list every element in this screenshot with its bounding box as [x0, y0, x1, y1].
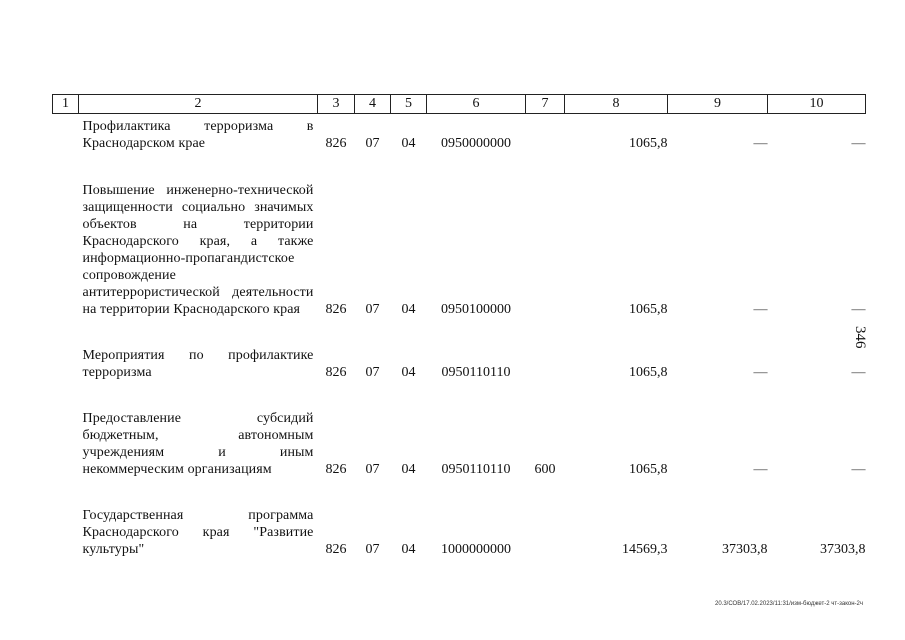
cell-amount-col8: 1065,8: [629, 136, 668, 151]
column-number-header-row: [53, 95, 866, 114]
cell-subsection: 04: [401, 462, 416, 477]
cell-amount-col8: 1065,8: [629, 365, 668, 380]
table-row: [53, 182, 866, 318]
cell-section: 07: [365, 542, 380, 557]
cell-expense-type: [526, 114, 565, 153]
cell-ministry-code: 826: [325, 365, 347, 380]
column-header: 5: [391, 95, 427, 114]
cell-ministry-code: 826: [325, 302, 347, 317]
cell-ministry-code: 826: [325, 462, 347, 477]
row-description: Профилактика терроризма в Краснодарском крае: [82, 119, 314, 151]
row-description: Мероприятия по профилактике терроризма: [82, 348, 314, 380]
cell-expense-type: [526, 507, 565, 558]
cell-expense-type: 600: [534, 462, 556, 477]
cell-amount-col9: 37303,8: [722, 542, 768, 557]
row-spacer: [53, 152, 866, 182]
cell-amount-col10: 37303,8: [820, 542, 866, 557]
page-number: 346: [852, 326, 868, 349]
cell-amount-col9: —: [753, 136, 768, 151]
column-header: 3: [318, 95, 355, 114]
cell-subsection: 04: [401, 542, 416, 557]
table-row: [53, 410, 866, 478]
cell-subsection: 04: [401, 136, 416, 151]
table-row: [53, 507, 866, 558]
column-header: 7: [526, 95, 565, 114]
cell-expense-type: [526, 347, 565, 381]
table-row: [53, 347, 866, 381]
row-description: Повышение инженерно-технической защищенности социально значимых объектов на территории Краснодарского края, а также информационно-пропагандистское сопровождение антитеррористической деятельности на территории Краснодарского края: [82, 183, 314, 317]
cell-ministry-code: 826: [325, 542, 347, 557]
column-header: 2: [79, 95, 318, 114]
row-description: Государственная программа Краснодарского края "Развитие культуры": [82, 508, 314, 557]
cell-section: 07: [365, 302, 380, 317]
cell-target-article: 0950100000: [441, 302, 511, 317]
row-spacer: [53, 478, 866, 507]
cell-amount-col10: —: [851, 365, 866, 380]
row-spacer: [53, 318, 866, 347]
cell-amount-col9: —: [753, 302, 768, 317]
cell-section: 07: [365, 136, 380, 151]
cell-expense-type: [526, 182, 565, 318]
cell-target-article: 0950110110: [441, 462, 511, 477]
cell-ministry-code: 826: [325, 136, 347, 151]
cell-section: 07: [365, 462, 380, 477]
cell-subsection: 04: [401, 365, 416, 380]
cell-amount-col9: —: [753, 365, 768, 380]
cell-target-article: 1000000000: [441, 542, 511, 557]
column-header: 4: [355, 95, 391, 114]
column-header: 8: [565, 95, 668, 114]
table-row: [53, 114, 866, 153]
footer-file-stamp: 20.3/СОВ/17.02.2023/11:31/изм-бюджет-2 чт-закон-2ч: [714, 601, 863, 607]
row-spacer: [53, 381, 866, 410]
cell-amount-col10: —: [851, 462, 866, 477]
column-header: 10: [768, 95, 866, 114]
cell-amount-col8: 1065,8: [629, 462, 668, 477]
cell-amount-col8: 1065,8: [629, 302, 668, 317]
cell-section: 07: [365, 365, 380, 380]
cell-target-article: 0950000000: [441, 136, 511, 151]
cell-subsection: 04: [401, 302, 416, 317]
column-header: 6: [427, 95, 526, 114]
budget-table: [52, 94, 866, 558]
column-header: 1: [53, 95, 79, 114]
cell-amount-col8: 14569,3: [622, 542, 668, 557]
cell-target-article: 0950110110: [441, 365, 511, 380]
cell-amount-col10: —: [851, 302, 866, 317]
cell-amount-col10: —: [851, 136, 866, 151]
cell-amount-col9: —: [753, 462, 768, 477]
row-description: Предоставление субсидий бюджетным, автономным учреждениям и иным некоммерческим организациям: [82, 411, 314, 477]
column-header: 9: [668, 95, 768, 114]
